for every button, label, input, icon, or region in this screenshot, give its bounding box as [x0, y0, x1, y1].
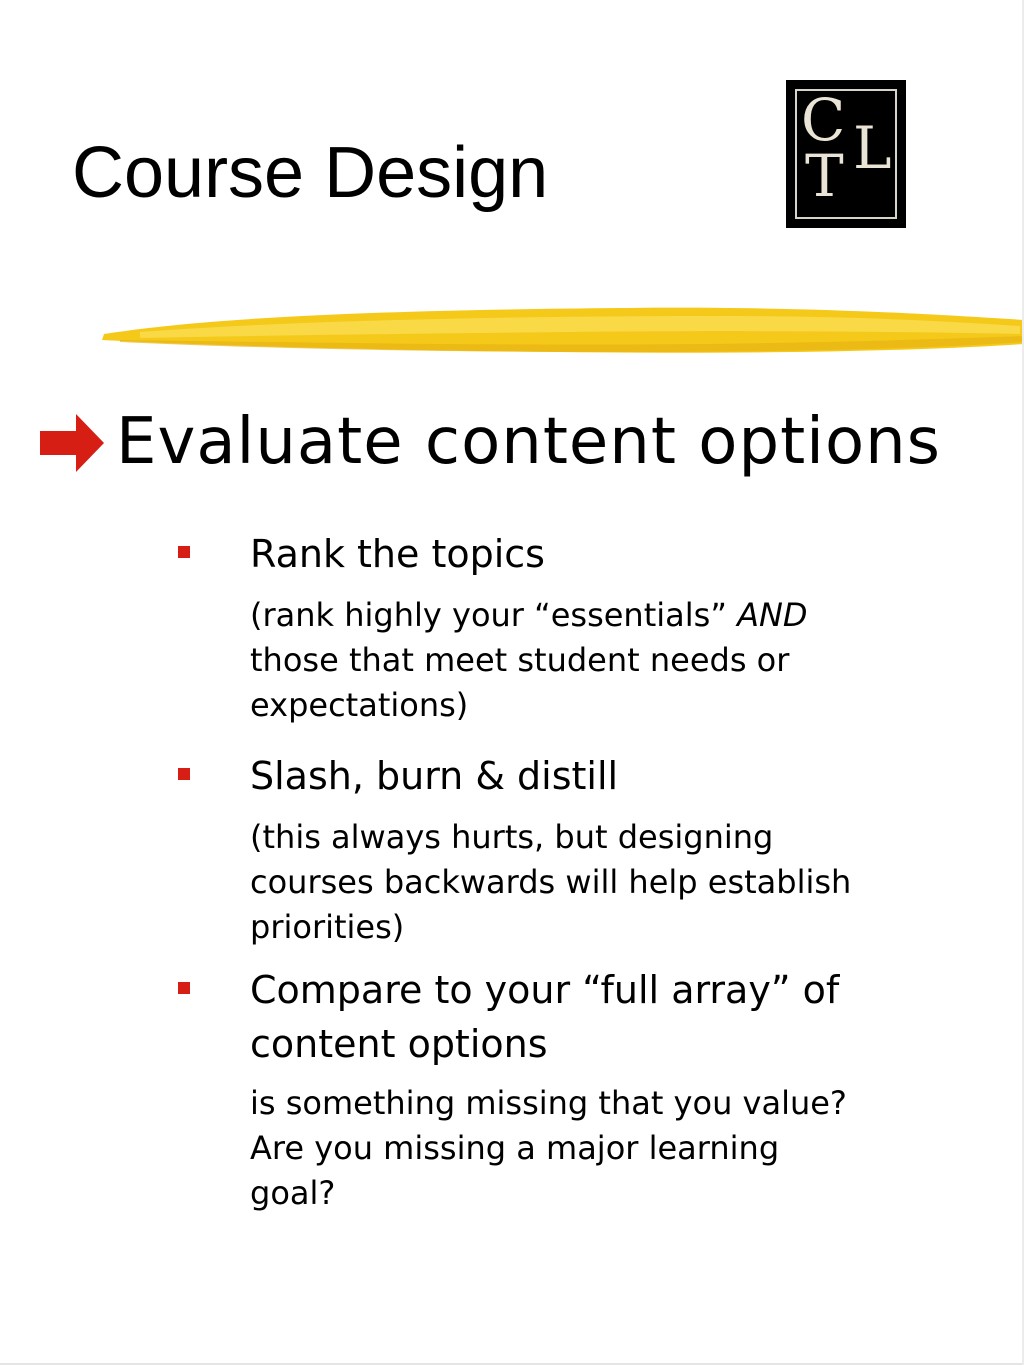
logo-letter-t: T: [805, 142, 844, 210]
red-square-bullet-icon: [178, 982, 190, 994]
note-text: (rank highly your “essentials”: [250, 596, 738, 634]
note-line: courses backwards will help establish: [250, 863, 852, 901]
slide-title: Course Design: [72, 133, 549, 213]
heading-row: [36, 398, 941, 488]
list-item: [250, 749, 950, 803]
red-right-arrow-icon: [36, 398, 106, 488]
section-heading: Evaluate content options: [116, 405, 941, 479]
note-line: expectations): [250, 686, 469, 724]
note-line: Are you missing a major learning: [250, 1129, 780, 1167]
item-label: Slash, burn & distill: [250, 754, 619, 798]
item-label: content options: [250, 1022, 548, 1066]
note-emphasis: AND: [737, 596, 808, 634]
item-note: [250, 593, 950, 728]
note-line: [250, 593, 950, 638]
item-note: [250, 1081, 950, 1216]
logo-letter-c: C: [801, 86, 846, 154]
list-item: [250, 527, 950, 581]
ctl-logo: [786, 80, 906, 228]
item-label: Rank the topics: [250, 532, 545, 576]
note-line: (this always hurts, but designing: [250, 818, 774, 856]
note-line: priorities): [250, 908, 405, 946]
note-line: is something missing that you value?: [250, 1084, 847, 1122]
item-label: Compare to your “full array” of: [250, 968, 840, 1012]
note-line: those that meet student needs or: [250, 641, 790, 679]
highlighter-stroke-decoration: [100, 294, 1024, 364]
logo-letter-l: L: [853, 114, 892, 182]
item-note: [250, 815, 950, 950]
list-item: [250, 963, 950, 1071]
note-line: goal?: [250, 1174, 336, 1212]
red-square-bullet-icon: [178, 546, 190, 558]
red-square-bullet-icon: [178, 768, 190, 780]
